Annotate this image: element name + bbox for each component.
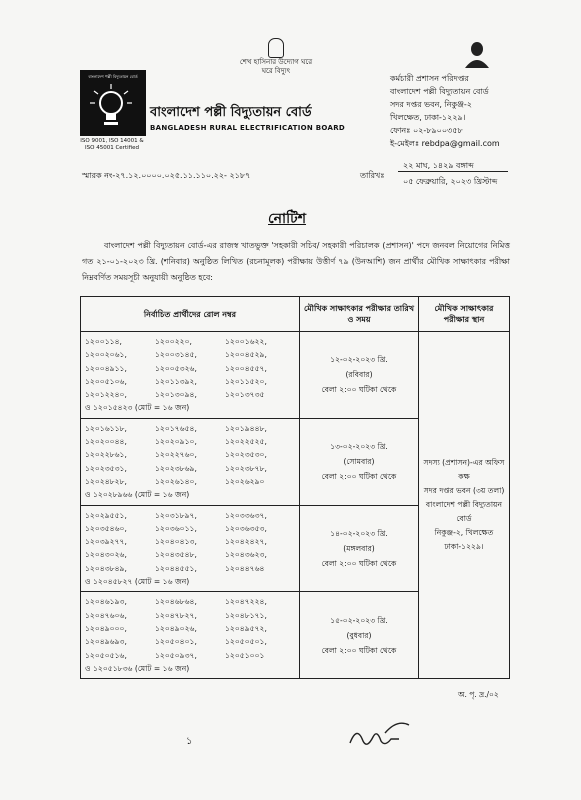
roll-line [85, 348, 295, 361]
venue-line: বাংলাদেশ পল্লী বিদ্যুতায়ন বোর্ড [425, 500, 503, 524]
reb-logo [80, 70, 146, 136]
roll-number: ১২০১৭৬৫৪, [155, 423, 197, 433]
roll-line [85, 335, 295, 348]
date-english: ০৫ ফেব্রুয়ারি, ২০২৩ খ্রিস্টাব্দ [403, 177, 498, 186]
roll-numbers-cell [81, 505, 300, 592]
signature [345, 715, 415, 755]
roll-line [85, 609, 295, 622]
roll-number: ১২০২৪৮২৮, [85, 476, 127, 486]
roll-number: ১২০১৩০৯৪, [155, 390, 197, 400]
roll-numbers-cell [81, 592, 300, 679]
roll-number: ১২০১১৩৯২, [155, 376, 197, 386]
address-line: সদর দপ্তর ভবন, নিকুঞ্জ-২ [390, 100, 473, 109]
roll-number: ১২০৪৪৫৫১, [155, 563, 197, 573]
roll-number: ১২০২০০৪৪, [85, 437, 127, 447]
roll-line [85, 535, 295, 548]
logo-text: বাংলাদেশ পল্লী বিদ্যুতায়ন বোর্ড [88, 74, 138, 79]
roll-number: ১২০৩৩৬৩৭, [225, 510, 267, 520]
roll-number: ১২০৪৯০০০, [85, 623, 127, 633]
roll-number: ১২০৪৬৮৬৪, [155, 597, 197, 607]
header-roll-numbers: নির্বাচিত প্রার্থীদের রোল নম্বর [81, 297, 300, 332]
roll-number: ১২০৪০৪১৩, [155, 537, 197, 547]
roll-last-and-total: ও ১২০১৫৪২৩ (মোট = ১৬ জন) [85, 403, 190, 413]
interview-time: বেলা ২:০০ ঘটিকা থেকে [321, 385, 397, 395]
date-time-cell [300, 592, 419, 679]
roll-number: ১২০২২৮৬১, [85, 450, 127, 460]
roll-number: ১২০০৪৫৫৭, [225, 363, 267, 373]
org-name-english: BANGLADESH RURAL ELECTRIFICATION BOARD [150, 124, 346, 132]
roll-number: ১২০৪৭৬০৬, [85, 610, 127, 620]
logo-bulb-icon [82, 81, 140, 131]
roll-line [85, 422, 295, 435]
roll-number: ১২০১৯৪৪৮, [225, 423, 267, 433]
roll-number: ১২০১৬১১৮, [85, 423, 127, 433]
roll-last-and-total: ও ১২০৪৫৮২৭ (মোট = ১৬ জন) [85, 577, 190, 587]
roll-number: ১২০৩৯২৭৭, [85, 537, 127, 547]
roll-number: ১২০০১৬২২, [225, 337, 267, 346]
roll-number: ১২০০২০৬১, [85, 350, 127, 360]
page-turn-reference: অ. পৃ. দ্র./০২ [458, 690, 499, 699]
roll-number: ১২০৪৭৮২৭, [155, 610, 197, 620]
iso-certification [72, 138, 152, 152]
roll-line [85, 622, 295, 635]
roll-number: ১২০২৩৮৬৯, [155, 463, 197, 473]
roll-numbers-cell [81, 332, 300, 419]
date-time-cell [300, 332, 419, 419]
roll-number: ১২০২২৫২৫, [225, 437, 267, 447]
roll-number: ১২০২৬২৯০ [225, 476, 265, 486]
roll-number: ১২০৩৬৩৫৩, [225, 523, 267, 533]
roll-number: ১২০৪২৪২৭, [225, 537, 267, 547]
date-label: তারিখঃ [360, 171, 385, 180]
roll-line [85, 635, 295, 648]
interview-date: ১৫-০২-২০২৩ খ্রি. [330, 615, 388, 625]
roll-number: ১২০৪৮১৭১, [225, 610, 267, 620]
roll-number: ১২০৪৩৮৪৯, [85, 563, 127, 573]
roll-number: ১২০৩১৮৯৭, [155, 510, 197, 520]
roll-line [85, 548, 295, 561]
roll-line [85, 595, 295, 608]
interview-date: ১৩-০২-২০২৩ খ্রি. [330, 442, 388, 452]
venue-line: ঢাকা-১২২৯। [444, 542, 484, 552]
roll-number: ১২০২৯৫৫১, [85, 510, 127, 520]
slogan-text: শেখ হাসিনার উদ্যোগ ঘরে ঘরে বিদ্যুৎ [239, 58, 313, 75]
phone-line: ফোনঃ ০২-৮৯০০৩৫৮ [390, 126, 463, 135]
venue-line: সদস্য (প্রশাসন)-এর অফিস কক্ষ [423, 458, 505, 482]
roll-number: ১২০০৪৯১১, [85, 363, 127, 373]
interview-date: ১২-০২-২০২৩ খ্রি. [330, 355, 388, 365]
address-line: বাংলাদেশ পল্লী বিদ্যুতায়ন বোর্ড [390, 87, 489, 96]
roll-number: ১২০১২২৪০, [85, 390, 127, 400]
venue-cell [419, 332, 510, 679]
roll-line [85, 649, 295, 662]
header-date-time: মৌখিক সাক্ষাৎকার পরীক্ষার তারিখ ও সময় [300, 297, 419, 332]
roll-number: ১২০৪৯০২৬, [155, 623, 197, 633]
roll-line [85, 462, 295, 475]
date-divider [398, 171, 508, 172]
roll-number: ১২০৫১০০১ [225, 650, 265, 660]
roll-line [85, 375, 295, 388]
org-name-bangla: বাংলাদেশ পল্লী বিদ্যুতায়ন বোর্ড [150, 105, 312, 120]
roll-line [85, 448, 295, 461]
roll-line [85, 435, 295, 448]
roll-number: ১২০২২৭৬০, [155, 450, 197, 460]
roll-number: ১২০৪৯৫৭২, [225, 623, 267, 633]
date-time-cell [300, 418, 419, 505]
roll-number: ১২০২০৯১০, [155, 437, 197, 447]
interview-day: (সোমবার) [343, 457, 375, 467]
date-bangla: ২২ মাঘ, ১৪২৯ বঙ্গাব্দ [403, 161, 474, 170]
interview-date: ১৪-০২-২০২৩ খ্রি. [330, 528, 388, 538]
roll-number: ১২০০৪৫২৯, [225, 350, 267, 360]
roll-line [85, 509, 295, 522]
venue-line: সদর দপ্তর ভবন (৩য় তলা) [423, 486, 505, 496]
interview-day: (মঙ্গলবার) [343, 543, 375, 553]
roll-number: ১২০০৫১০৬, [85, 376, 127, 386]
page-number: ১ [186, 736, 193, 747]
roll-number: ১২০২৬১৪০, [155, 476, 197, 486]
portrait-icon [462, 40, 492, 68]
roll-number: ১২০৪৩৬২৩, [225, 550, 267, 560]
roll-last-and-total: ও ১২০৫১৮৩৬ (মোট = ১৬ জন) [85, 663, 190, 673]
roll-number: ১২০২৩৫৩০, [225, 450, 267, 460]
interview-day: (রবিবার) [345, 370, 373, 380]
roll-numbers-cell [81, 418, 300, 505]
roll-number: ১২০০১১৪, [85, 337, 122, 346]
roll-last-and-total: ও ১২০২৮৯৬৬ (মোট = ১৬ জন) [85, 490, 190, 500]
slogan [236, 38, 316, 76]
notice-title: নোটিশ [268, 211, 307, 227]
interview-schedule-table [80, 296, 510, 679]
interview-time: বেলা ২:০০ ঘটিকা থেকে [321, 645, 397, 655]
address-line: কর্মচারী প্রশাসন পরিদপ্তর [390, 74, 469, 83]
roll-number: ১২০২৩৫৩১, [85, 463, 127, 473]
roll-line [85, 362, 295, 375]
roll-line [85, 522, 295, 535]
roll-number: ১২০০৩১৪৫, [155, 350, 197, 360]
email-line: ই-মেইলঃ rebdpa@gmail.com [390, 139, 500, 148]
roll-number: ১২০৪৩৫৪৮, [155, 550, 197, 560]
roll-number: ১২০৪৪৭৬৪ [225, 563, 265, 573]
venue-line: নিকুঞ্জ-২, খিলক্ষেত [434, 528, 494, 538]
roll-number: ১২০৪৩০২৬, [85, 550, 127, 560]
address-line: খিলক্ষেত, ঢাকা-১২২৯। [390, 113, 466, 122]
notice-body: বাংলাদেশ পল্লী বিদ্যুতায়ন বোর্ড-এর রাজস্ব খাতভুক্ত 'সহকারী সচিব/ সহকারী পরিচালক (প্রশাসন)' পদে জনবল নিয়োগের নিমিত্ত গত ২১-০১-২০২৩ খ্রি. (শনিবার) অনুষ্ঠিত লিখিত (রচনামূলক) পরীক্ষায় উত্তীর্ণ ৭৯ (উনআশি) জন প্রার্থীর মৌখিক সাক্ষাৎকার পরীক্ষা নিম্নবর্ণিত সময়সূচী অনুযায়ী অনুষ্ঠিত হবে: [82, 241, 510, 282]
roll-number: ১২০০৫৩২৬, [155, 363, 197, 373]
roll-number: ১২০৪৭২২৪, [225, 597, 267, 607]
iso-line: ISO 9001, ISO 14001 & [80, 138, 144, 144]
interview-day: (বুধবার) [346, 630, 372, 640]
roll-number: ১২০০২২০, [155, 337, 192, 346]
roll-number: ১২০৫০৫১৬, [85, 650, 127, 660]
roll-number: ১২০৪৯৬৯৩, [85, 637, 127, 647]
roll-number: ১২০৫০৪০১, [155, 637, 197, 647]
memo-reference: স্মারক নং-২৭.১২.০০০০.০২৫.১১.১১০.২২- ২১৮৭ [82, 171, 251, 180]
roll-number: ১২০৪৬১৯৩, [85, 597, 127, 607]
roll-number: ১২০৫০৫০১, [225, 637, 267, 647]
date-time-cell [300, 505, 419, 592]
roll-number: ১২০৩৫৪৬০, [85, 523, 127, 533]
roll-number: ১২০৩৬০১১, [155, 523, 197, 533]
roll-line [85, 388, 295, 401]
iso-line: ISO 45001 Certified [85, 145, 139, 151]
roll-number: ১২০২৩৮৭৮, [225, 463, 267, 473]
roll-line [85, 562, 295, 575]
interview-time: বেলা ২:০০ ঘটিকা থেকে [321, 558, 397, 568]
header-venue: মৌখিক সাক্ষাৎকার পরীক্ষার স্থান [419, 297, 510, 332]
roll-number: ১২০১১৫২০, [225, 376, 267, 386]
roll-number: ১২০১৩৭৩৫ [225, 390, 265, 400]
office-address [390, 72, 500, 150]
interview-time: বেলা ২:০০ ঘটিকা থেকে [321, 472, 397, 482]
roll-line [85, 475, 295, 488]
schedule-row [81, 332, 510, 419]
bulb-icon [268, 38, 284, 58]
roll-number: ১২০৫০৯৩৭, [155, 650, 197, 660]
